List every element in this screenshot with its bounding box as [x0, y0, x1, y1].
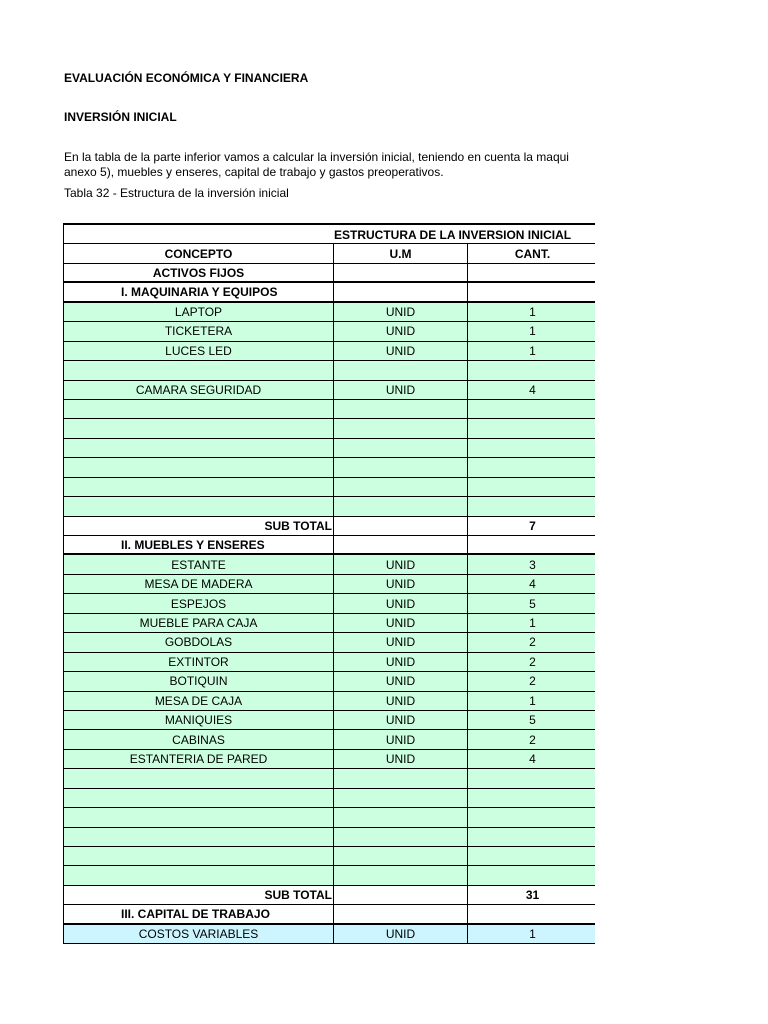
table-cell[interactable] — [334, 517, 468, 536]
table-row — [63, 653, 595, 672]
table-cell[interactable] — [334, 905, 468, 924]
um-cell[interactable] — [334, 419, 468, 438]
um-cell[interactable] — [334, 789, 468, 808]
um-cell[interactable] — [334, 828, 468, 847]
table-row — [63, 439, 595, 458]
um-cell[interactable]: UNID — [334, 555, 468, 574]
cant-cell[interactable] — [468, 497, 595, 516]
concepto-cell[interactable]: LUCES LED — [63, 342, 334, 361]
section-label[interactable]: III. CAPITAL DE TRABAJO — [63, 905, 334, 924]
table-cell[interactable] — [334, 886, 468, 905]
table-row — [63, 866, 595, 885]
table-cell[interactable] — [334, 536, 468, 555]
table-row — [63, 478, 595, 497]
um-cell[interactable] — [334, 361, 468, 380]
intro-paragraph — [64, 150, 597, 180]
subtotal-label[interactable]: SUB TOTAL — [63, 886, 334, 905]
um-cell[interactable] — [334, 497, 468, 516]
concepto-cell[interactable]: MESA DE CAJA — [63, 692, 334, 711]
table-row — [63, 692, 595, 711]
concepto-cell[interactable] — [63, 847, 334, 866]
muebles-rows — [63, 555, 595, 885]
cant-cell[interactable] — [468, 361, 595, 380]
table-row — [63, 847, 595, 866]
table-row — [63, 381, 595, 400]
um-cell[interactable]: UNID — [334, 633, 468, 652]
concepto-cell[interactable]: GOBDOLAS — [63, 633, 334, 652]
um-cell[interactable] — [334, 458, 468, 477]
um-cell[interactable]: UNID — [334, 575, 468, 594]
table-cell[interactable] — [334, 264, 468, 283]
cant-cell[interactable]: 1 — [468, 692, 595, 711]
table-row — [63, 458, 595, 477]
concepto-cell[interactable]: ESTANTERIA DE PARED — [63, 750, 334, 769]
table-row — [63, 342, 595, 361]
table-title: ESTRUCTURA DE LA INVERSION INICIAL — [334, 227, 572, 242]
document-title: EVALUACIÓN ECONÓMICA Y FINANCIERA — [64, 71, 309, 85]
cant-cell[interactable]: 1 — [468, 614, 595, 633]
um-cell[interactable]: UNID — [334, 322, 468, 341]
table-title-row — [63, 223, 595, 244]
table-row — [63, 808, 595, 827]
header-um[interactable]: U.M — [334, 244, 468, 263]
table-row — [63, 769, 595, 788]
cant-cell[interactable]: 1 — [468, 925, 595, 944]
table-row — [63, 555, 595, 574]
table-row — [63, 497, 595, 516]
um-cell[interactable]: UNID — [334, 730, 468, 749]
um-cell[interactable] — [334, 847, 468, 866]
capital-rows — [63, 925, 595, 944]
table-row — [63, 400, 595, 419]
cant-cell[interactable] — [468, 400, 595, 419]
table-cell[interactable] — [468, 264, 595, 283]
um-cell[interactable] — [334, 866, 468, 885]
cant-cell[interactable]: 1 — [468, 322, 595, 341]
intro-line: En la tabla de la parte inferior vamos a calcular la inversión inicial, teniendo en cuenta la maqui — [64, 150, 569, 164]
table-cell[interactable] — [468, 536, 595, 555]
table-cell[interactable] — [334, 283, 468, 302]
table-row — [63, 361, 595, 380]
concepto-cell[interactable] — [63, 497, 334, 516]
concepto-cell[interactable]: EXTINTOR — [63, 653, 334, 672]
investment-table — [63, 223, 595, 951]
concepto-cell[interactable]: TICKETERA — [63, 322, 334, 341]
cant-cell[interactable]: 2 — [468, 653, 595, 672]
cant-cell[interactable]: 4 — [468, 750, 595, 769]
cant-cell[interactable]: 4 — [468, 575, 595, 594]
table-row — [63, 925, 595, 944]
table-title-blank-cell[interactable] — [63, 225, 334, 244]
cant-cell[interactable]: 2 — [468, 730, 595, 749]
table-header-row — [63, 244, 595, 263]
table-row — [63, 303, 595, 322]
concepto-cell[interactable]: ESPEJOS — [63, 594, 334, 613]
concepto-cell[interactable] — [63, 769, 334, 788]
table-row — [63, 672, 595, 691]
section-heading: INVERSIÓN INICIAL — [64, 110, 177, 124]
concepto-cell[interactable] — [63, 789, 334, 808]
cant-cell[interactable]: 4 — [468, 381, 595, 400]
concepto-cell[interactable]: COSTOS VARIABLES — [63, 925, 334, 944]
um-cell[interactable]: UNID — [334, 925, 468, 944]
um-cell[interactable]: UNID — [334, 711, 468, 730]
header-cant[interactable]: CANT. — [468, 244, 595, 263]
cant-cell[interactable] — [468, 866, 595, 885]
cant-cell[interactable] — [468, 847, 595, 866]
cant-cell[interactable]: 2 — [468, 633, 595, 652]
intro-line: anexo 5), muebles y enseres, capital de trabajo y gastos preoperativos. — [64, 165, 444, 179]
cant-cell[interactable]: 2 — [468, 672, 595, 691]
um-cell[interactable]: UNID — [334, 692, 468, 711]
um-cell[interactable]: UNID — [334, 672, 468, 691]
concepto-cell[interactable] — [63, 439, 334, 458]
concepto-cell[interactable] — [63, 419, 334, 438]
cant-cell[interactable] — [468, 769, 595, 788]
um-cell[interactable] — [334, 439, 468, 458]
cant-cell[interactable] — [468, 808, 595, 827]
subtotal-row — [63, 886, 595, 905]
subtotal-row — [63, 517, 595, 536]
concepto-cell[interactable]: MESA DE MADERA — [63, 575, 334, 594]
concepto-cell[interactable] — [63, 458, 334, 477]
section-header-muebles — [63, 536, 595, 555]
concepto-cell[interactable]: ESTANTE — [63, 555, 334, 574]
table-row — [63, 594, 595, 613]
um-cell[interactable] — [334, 769, 468, 788]
um-cell[interactable]: UNID — [334, 653, 468, 672]
section-header-maquinaria — [63, 283, 595, 302]
activos-fijos-label[interactable]: ACTIVOS FIJOS — [63, 264, 334, 283]
cant-cell[interactable]: 1 — [468, 303, 595, 322]
table-row — [63, 322, 595, 341]
table-row — [63, 575, 595, 594]
section-label[interactable]: II. MUEBLES Y ENSERES — [63, 536, 334, 555]
concepto-cell[interactable] — [63, 361, 334, 380]
concepto-cell[interactable] — [63, 808, 334, 827]
cant-cell[interactable] — [468, 419, 595, 438]
um-cell[interactable]: UNID — [334, 594, 468, 613]
table-row — [63, 419, 595, 438]
concepto-cell[interactable]: LAPTOP — [63, 303, 334, 322]
cant-cell[interactable]: 1 — [468, 342, 595, 361]
table-row — [63, 750, 595, 769]
concepto-cell[interactable]: CABINAS — [63, 730, 334, 749]
subtotal-label[interactable]: SUB TOTAL — [63, 517, 334, 536]
table-row — [63, 711, 595, 730]
table-caption: Tabla 32 - Estructura de la inversión inicial — [64, 186, 289, 200]
concepto-cell[interactable]: BOTIQUIN — [63, 672, 334, 691]
um-cell[interactable]: UNID — [334, 303, 468, 322]
section-label[interactable]: I. MAQUINARIA Y EQUIPOS — [63, 283, 334, 302]
concepto-cell[interactable] — [63, 866, 334, 885]
concepto-cell[interactable] — [63, 828, 334, 847]
concepto-cell[interactable] — [63, 478, 334, 497]
cant-cell[interactable] — [468, 439, 595, 458]
um-cell[interactable]: UNID — [334, 750, 468, 769]
cant-cell[interactable] — [468, 478, 595, 497]
cant-cell[interactable] — [468, 828, 595, 847]
table-row — [63, 633, 595, 652]
um-cell[interactable]: UNID — [334, 342, 468, 361]
table-cell[interactable] — [468, 283, 595, 302]
section-header-capital — [63, 905, 595, 924]
concepto-cell[interactable]: MUEBLE PARA CAJA — [63, 614, 334, 633]
table-row — [63, 614, 595, 633]
table-row — [63, 789, 595, 808]
um-cell[interactable] — [334, 478, 468, 497]
subtotal-value[interactable]: 31 — [468, 886, 595, 905]
header-concepto[interactable]: CONCEPTO — [63, 244, 334, 263]
table-row — [63, 828, 595, 847]
cant-cell[interactable]: 3 — [468, 555, 595, 574]
concepto-cell[interactable]: CAMARA SEGURIDAD — [63, 381, 334, 400]
um-cell[interactable] — [334, 400, 468, 419]
um-cell[interactable] — [334, 808, 468, 827]
cant-cell[interactable]: 5 — [468, 594, 595, 613]
um-cell[interactable]: UNID — [334, 381, 468, 400]
subtotal-value[interactable]: 7 — [468, 517, 595, 536]
table-row — [63, 730, 595, 749]
cant-cell[interactable] — [468, 458, 595, 477]
activos-fijos-row — [63, 264, 595, 283]
table-cell[interactable] — [468, 905, 595, 924]
cant-cell[interactable] — [468, 789, 595, 808]
concepto-cell[interactable] — [63, 400, 334, 419]
um-cell[interactable]: UNID — [334, 614, 468, 633]
cant-cell[interactable]: 5 — [468, 711, 595, 730]
maquinaria-rows — [63, 303, 595, 517]
concepto-cell[interactable]: MANIQUIES — [63, 711, 334, 730]
